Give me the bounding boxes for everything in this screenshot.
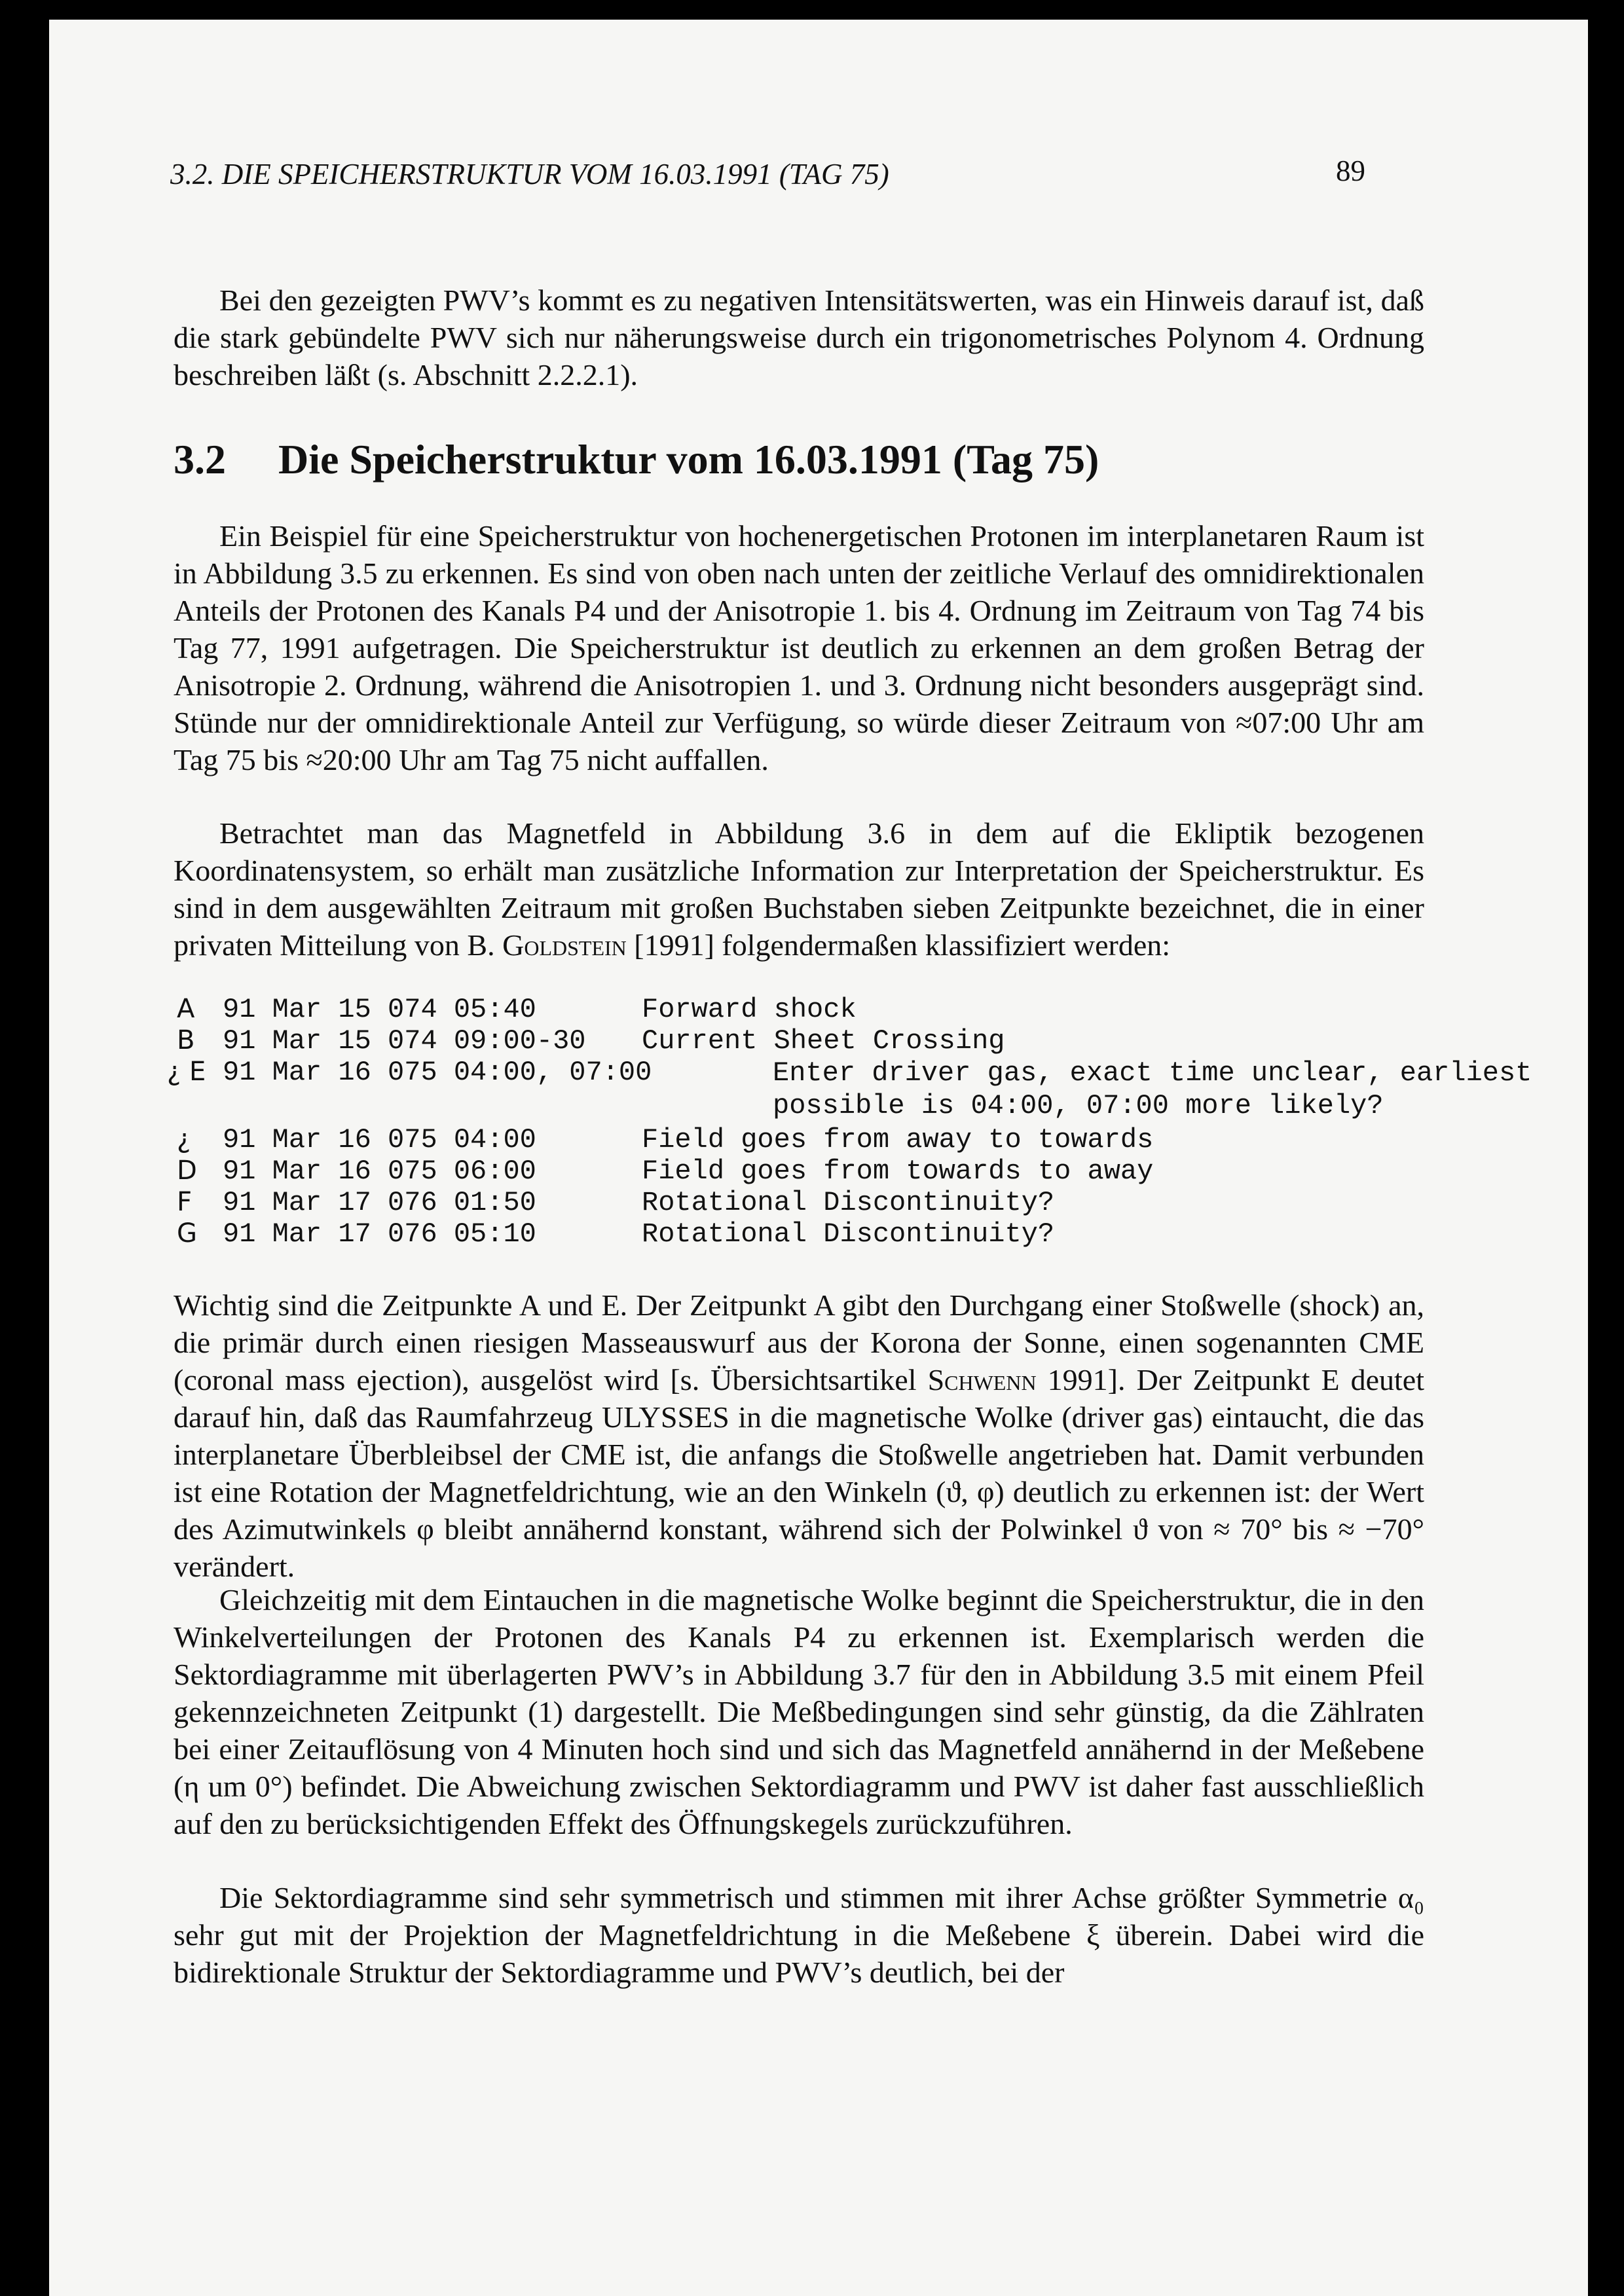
event-description-line-1: Enter driver gas, exact time unclear, earliest (773, 1057, 1532, 1089)
paragraph-5: Die Sektordiagramme sind sehr symmetrisch und stimmen mit ihrer Achse größter Symmetrie α₀ sehr gut mit der Projektion der Magnetfeldrichtung in die Meßebene ξ überein. Dabei wird die bidirektionale Struktur der Sektordiagramme und PWV’s deutlich, bei der (174, 1881, 1424, 1989)
paragraph-3-text: Wichtig sind die Zeitpunkte A und E. Der Zeitpunkt A gibt den Durchgang einer Stoßwelle (shock) an, die primär durch einen riesigen Masseauswurf aus der Korona der Sonne, einen sogenannten CME (coronal mass ejection), ausgelöst wird [s. Übersichtsartikel (174, 1288, 1424, 1396)
event-timestamp: 91 Mar 16 075 04:00 (223, 1124, 536, 1156)
running-head: 3.2. DIE SPEICHERSTRUKTUR VOM 16.03.1991 (TAG 75) (170, 158, 889, 191)
section-number: 3.2 (174, 436, 226, 483)
event-description: Current Sheet Crossing (642, 1025, 1005, 1057)
event-timestamp: 91 Mar 15 074 05:40 (223, 994, 536, 1025)
handwritten-mark: D (177, 1156, 197, 1186)
section-title: Die Speicherstruktur vom 16.03.1991 (Tag 75) (278, 436, 1099, 483)
handwritten-mark: F (177, 1187, 193, 1217)
event-row (177, 1025, 1578, 1057)
event-description: Rotational Discontinuity? (642, 1187, 1055, 1218)
event-row (177, 1218, 1578, 1250)
event-description: Field goes from away to towards (642, 1124, 1154, 1156)
handwritten-mark: ¿ (177, 1124, 191, 1154)
paragraph-3 (174, 1286, 1424, 1585)
event-timestamp: 91 Mar 17 076 01:50 (223, 1187, 536, 1218)
event-description-line-2: possible is 04:00, 07:00 more likely? (773, 1090, 1384, 1121)
event-description (773, 1057, 1532, 1122)
event-list (167, 994, 1578, 1250)
event-timestamp: 91 Mar 15 074 09:00-30 (223, 1025, 586, 1057)
paragraph-3-text-end: 1991]. Der Zeitpunkt E deutet darauf hin, daß das Raumfahrzeug ULYSSES in die magnetische Wolke (driver gas) eintaucht, die das interplanetare Überbleibsel der CME ist, die anfangs die Stoßwelle angetrieben hat. Damit verbunden ist eine Rotation der Magnetfeldrichtung, wie an den Winkeln (ϑ, φ) deutlich zu erkennen ist: der Wert des Azimutwinkels φ bleibt annähernd konstant, während sich der Polwinkel ϑ von ≈ 70° bis ≈ −70° verändert. (174, 1363, 1425, 1583)
event-row (177, 1187, 1578, 1218)
paragraph-2-text: Betrachtet man das Magnetfeld in Abbildung 3.6 in dem auf die Ekliptik bezogenen Koordinatensystem, so erhält man zusätzliche Information zur Interpretation der Speicherstruktur. Es sind in dem ausgewählten Zeitraum mit großen Buchstaben sieben Zeitpunkte bezeichnet, die in einer privaten Mitteilung von B. (174, 816, 1424, 962)
handwritten-mark: ¿ E (167, 1057, 206, 1087)
intro-paragraph: Bei den gezeigten PWV’s kommt es zu negativen Intensitätswerten, was ein Hinweis darauf ist, daß die stark gebündelte PWV sich nur näherungsweise durch ein trigonometrisches Polynom 4. Ordnung beschreiben läßt (s. Abschnitt 2.2.2.1). (174, 283, 1424, 392)
document-page (49, 20, 1588, 2296)
page-number: 89 (1336, 155, 1365, 187)
author-name: Schwenn (927, 1363, 1037, 1396)
event-row (177, 1124, 1578, 1156)
handwritten-mark: A (177, 994, 195, 1024)
handwritten-mark: G (177, 1218, 197, 1248)
event-description: Field goes from towards to away (642, 1156, 1154, 1187)
event-description: Rotational Discontinuity? (642, 1218, 1055, 1250)
event-row (167, 1057, 1578, 1124)
paragraph-1: Ein Beispiel für eine Speicherstruktur von hochenergetischen Protonen im interplanetaren Raum ist in Abbildung 3.5 zu erkennen. Es sind von oben nach unten der zeitliche Verlauf des omnidirektionalen Anteils der Protonen des Kanals P4 und der Anisotropie 1. bis 4. Ordnung im Zeitraum von Tag 74 bis Tag 77, 1991 aufgetragen. Die Speicherstruktur ist deutlich zu erkennen an dem großen Betrag der Anisotropie 2. Ordnung, während die Anisotropien 1. und 3. Ordnung nicht besonders ausgeprägt sind. Stünde nur der omnidirektionale Anteil zur Verfügung, so würde dieser Zeitraum von ≈07:00 Uhr am Tag 75 bis ≈20:00 Uhr am Tag 75 nicht auffallen. (174, 519, 1424, 776)
paragraph-4: Gleichzeitig mit dem Eintauchen in die magnetische Wolke beginnt die Speicherstruktur, die in den Winkelverteilungen der Protonen des Kanals P4 zu erkennen ist. Exemplarisch werden die Sektordiagramme mit überlagerten PWV’s in Abbildung 3.7 für den in Abbildung 3.5 mit einem Pfeil gekennzeichneten Zeitpunkt (1) dargestellt. Die Meßbedingungen sind sehr günstig, da die Zählraten bei einer Zeitauflösung von 4 Minuten hoch sind und sich das Magnetfeld annähernd in der Meßebene (η um 0°) befindet. Die Abweichung zwischen Sektordiagramm und PWV ist daher fast ausschließlich auf den zu berücksichtigenden Effekt des Öffnungskegels zurückzuführen. (174, 1583, 1424, 1840)
event-description: Forward shock (642, 994, 857, 1025)
author-name: Goldstein (502, 928, 627, 962)
paragraph-2-text-end: [1991] folgendermaßen klassifiziert werden: (634, 928, 1171, 962)
event-timestamp: 91 Mar 17 076 05:10 (223, 1218, 536, 1250)
event-row (177, 1156, 1578, 1187)
event-row (177, 994, 1578, 1025)
event-timestamp: 91 Mar 16 075 06:00 (223, 1156, 536, 1187)
event-timestamp: 91 Mar 16 075 04:00, 07:00 (223, 1057, 652, 1088)
handwritten-mark: B (177, 1025, 195, 1055)
paragraph-2 (174, 814, 1424, 964)
section-heading (174, 435, 1099, 484)
